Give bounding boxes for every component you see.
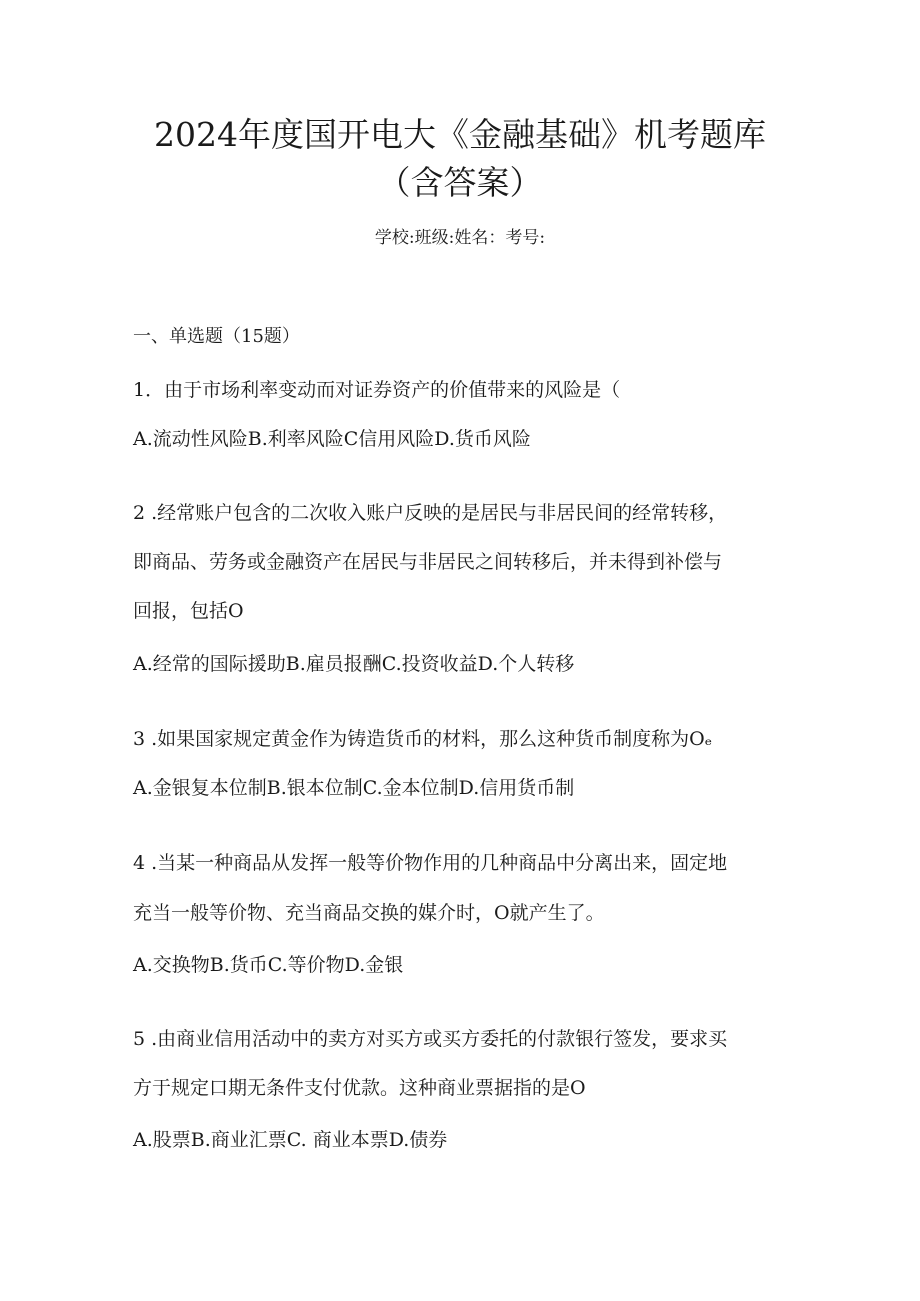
document-title: 2024年度国开电大《金融基础》机考题库 — [154, 115, 766, 154]
question-4-stem-line-2: 充当一般等价物、充当商品交换的媒介时，O就产生了。 — [133, 902, 605, 924]
section-heading: 一、单选题（15题） — [133, 326, 300, 347]
question-5-options: A.股票B.商业汇票C. 商业本票D.债券 — [133, 1129, 448, 1151]
question-2-options: A.经常的国际援助B.雇员报酬C.投资收益D.个人转移 — [133, 653, 575, 675]
question-2-stem-line-3: 回报，包括O — [133, 600, 244, 622]
question-1-stem: 1．由于市场利率变动而对证券资产的价值带来的风险是（ — [133, 379, 621, 401]
question-5-stem-line-2: 方于规定口期无条件支付优款。这种商业票据指的是O — [133, 1077, 586, 1099]
question-2-stem-line-1: 2 .经常账户包含的二次收入账户反映的是居民与非居民间的经常转移， — [133, 502, 728, 524]
question-3-options: A.金银复本位制B.银本位制C.金本位制D.信用货币制 — [133, 777, 575, 799]
question-1-options: A.流动性风险B.利率风险C信用风险D.货币风险 — [133, 428, 531, 450]
question-5-stem-line-1: 5 .由商业信用活动中的卖方对买方或买方委托的付款银行签发，要求买 — [133, 1028, 728, 1050]
document-title-suffix: （含答案） — [377, 163, 543, 202]
question-3-stem: 3 .如果国家规定黄金作为铸造货币的材料，那么这种货币制度称为Oₑ — [133, 728, 713, 750]
question-4-options: A.交换物B.货币C.等价物D.金银 — [133, 954, 404, 976]
student-info-line: 学校:班级:姓名：考号: — [374, 228, 546, 248]
question-2-stem-line-2: 即商品、劳务或金融资产在居民与非居民之间转移后，并未得到补偿与 — [133, 551, 723, 573]
question-4-stem-line-1: 4 .当某一种商品从发挥一般等价物作用的几种商品中分离出来，固定地 — [133, 852, 728, 874]
